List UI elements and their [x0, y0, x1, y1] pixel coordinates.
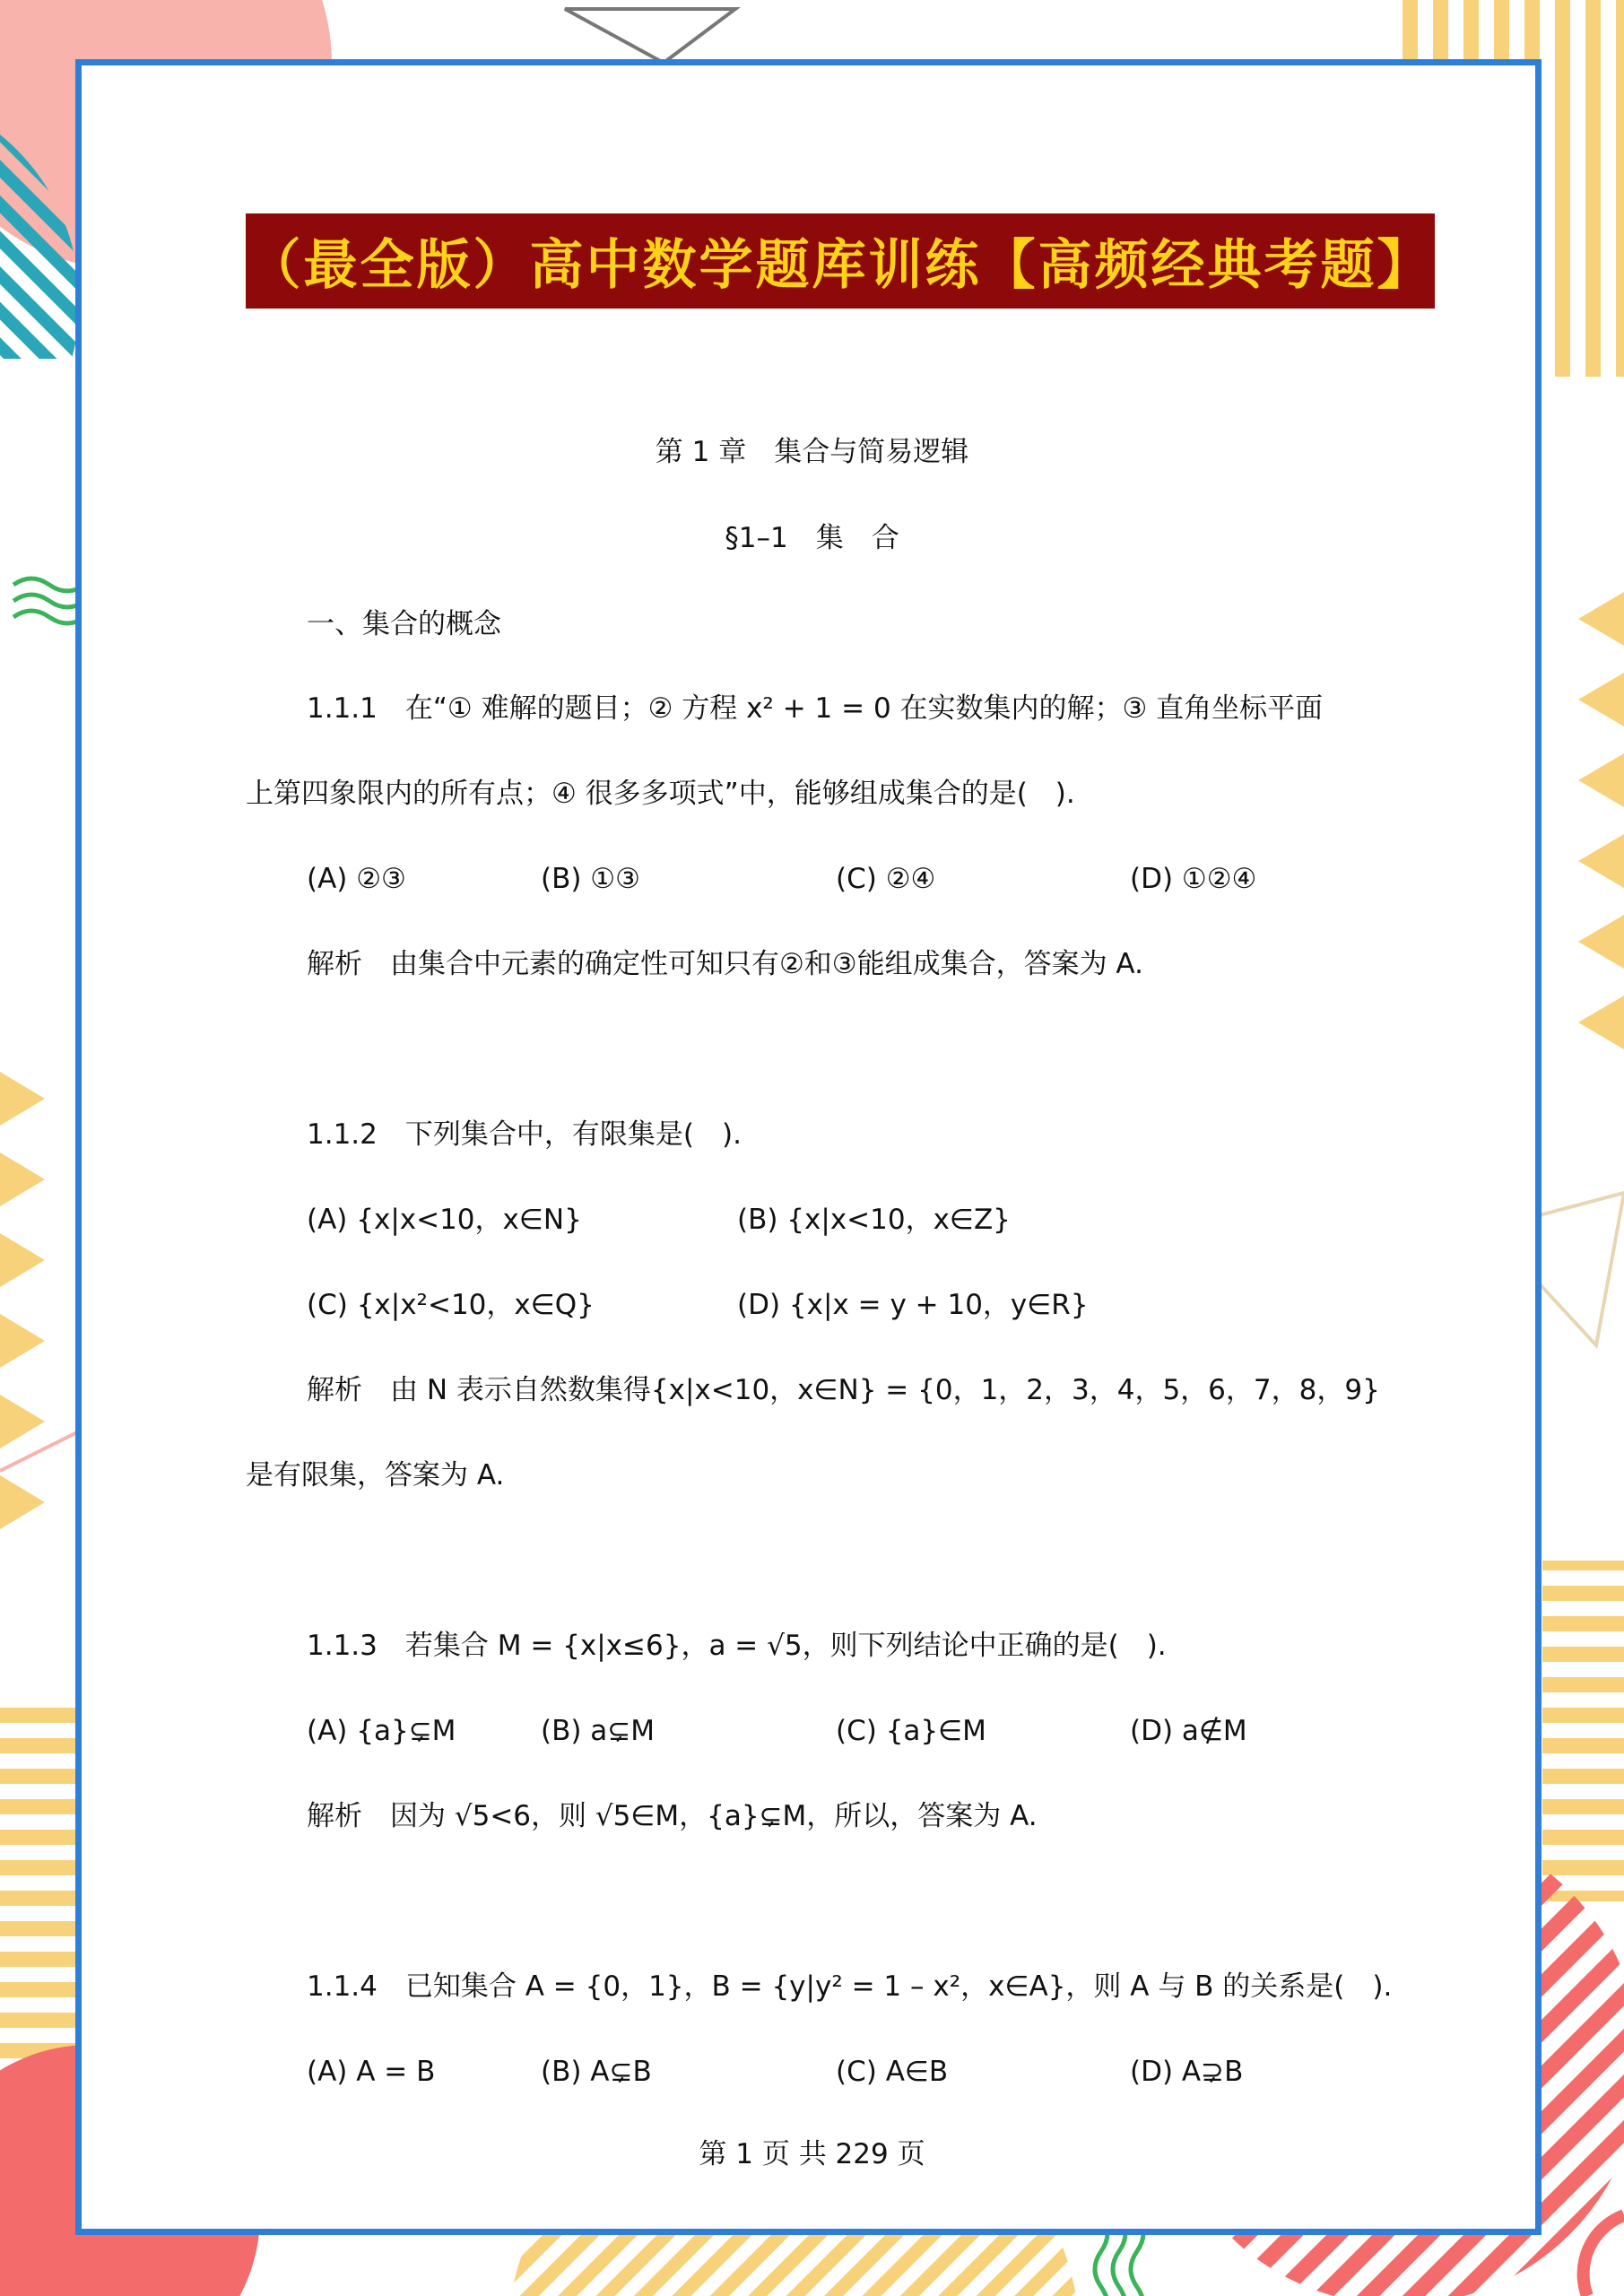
yellow-hstripe-right: [1542, 1561, 1624, 1901]
problem-1-1-4-option-a: (A) A = B: [307, 2056, 436, 2088]
problem-1-1-1-option-b: (B) ①③: [541, 863, 640, 895]
problem-1-1-4-text: 1.1.4 已知集合 A = {0，1}，B = {y|y² = 1 – x²，x∈A}，则 A 与 B 的关系是( ).: [307, 1970, 1393, 2003]
problem-1-1-2-option-a: (A) {x|x<10，x∈N}: [307, 1204, 582, 1236]
yellow-triangles-right: [1578, 592, 1624, 1049]
problem-1-1-2-solution-cont: 是有限集，答案为 A.: [246, 1459, 505, 1492]
red-arc-shape: [1584, 2215, 1624, 2296]
problem-1-1-1-option-c: (C) ②④: [836, 863, 936, 895]
triangle-outline-shape: [565, 9, 735, 63]
problem-1-1-2-option-c: (C) {x|x²<10，x∈Q}: [307, 1289, 595, 1321]
problem-1-1-1-option-a: (A) ②③: [307, 863, 406, 895]
section-title: §1–1 集 合: [725, 522, 899, 554]
problem-1-1-1-text: 1.1.1 在“① 难解的题目；② 方程 x² + 1 = 0 在实数集内的解；③ 直角坐标平面: [307, 692, 1324, 725]
problem-1-1-2-option-d: (D) {x|x = y + 10，y∈R}: [737, 1289, 1089, 1321]
subsection-title: 一、集合的概念: [307, 608, 501, 640]
page-number: 第 1 页 共 229 页: [699, 2138, 925, 2170]
yellow-hstripe-left: [0, 1704, 75, 2081]
problem-1-1-3-option-c: (C) {a}∈M: [836, 1715, 986, 1747]
page-frame: [75, 59, 1541, 2235]
chapter-title: 第 1 章 集合与简易逻辑: [655, 436, 969, 468]
problem-1-1-4-option-b: (B) A⊊B: [541, 2056, 652, 2088]
problem-1-1-3-solution: 解析 因为 √5<6，则 √5∈M，{a}⊊M，所以，答案为 A.: [307, 1800, 1038, 1832]
problem-1-1-1-text-cont: 上第四象限内的所有点；④ 很多多项式”中，能够组成集合的是( ).: [246, 778, 1075, 810]
problem-1-1-3-option-d: (D) a∉M: [1130, 1715, 1247, 1747]
problem-1-1-3-option-b: (B) a⊊M: [541, 1715, 656, 1747]
problem-1-1-2-text: 1.1.2 下列集合中，有限集是( ).: [307, 1118, 742, 1151]
problem-1-1-4-option-c: (C) A∈B: [836, 2056, 949, 2088]
problem-1-1-2-option-b: (B) {x|x<10，x∈Z}: [737, 1204, 1011, 1236]
title-banner: [246, 213, 1435, 309]
problem-1-1-3-option-a: (A) {a}⊊M: [307, 1715, 456, 1747]
page-title: （最全版）高中数学题库训练【高频经典考题】: [247, 234, 1434, 297]
problem-1-1-4-option-d: (D) A⊋B: [1130, 2056, 1244, 2088]
problem-1-1-1-option-d: (D) ①②④: [1130, 863, 1257, 895]
problem-1-1-1-solution: 解析 由集合中元素的确定性可知只有②和③能组成集合，答案为 A.: [307, 948, 1143, 980]
problem-1-1-2-solution: 解析 由 N 表示自然数集得{x|x<10，x∈N} = {0，1，2，3，4，5，6，7，8，9}: [307, 1374, 1380, 1406]
problem-1-1-3-text: 1.1.3 若集合 M = {x|x≤6}，a = √5，则下列结论中正确的是( ).: [307, 1630, 1167, 1662]
